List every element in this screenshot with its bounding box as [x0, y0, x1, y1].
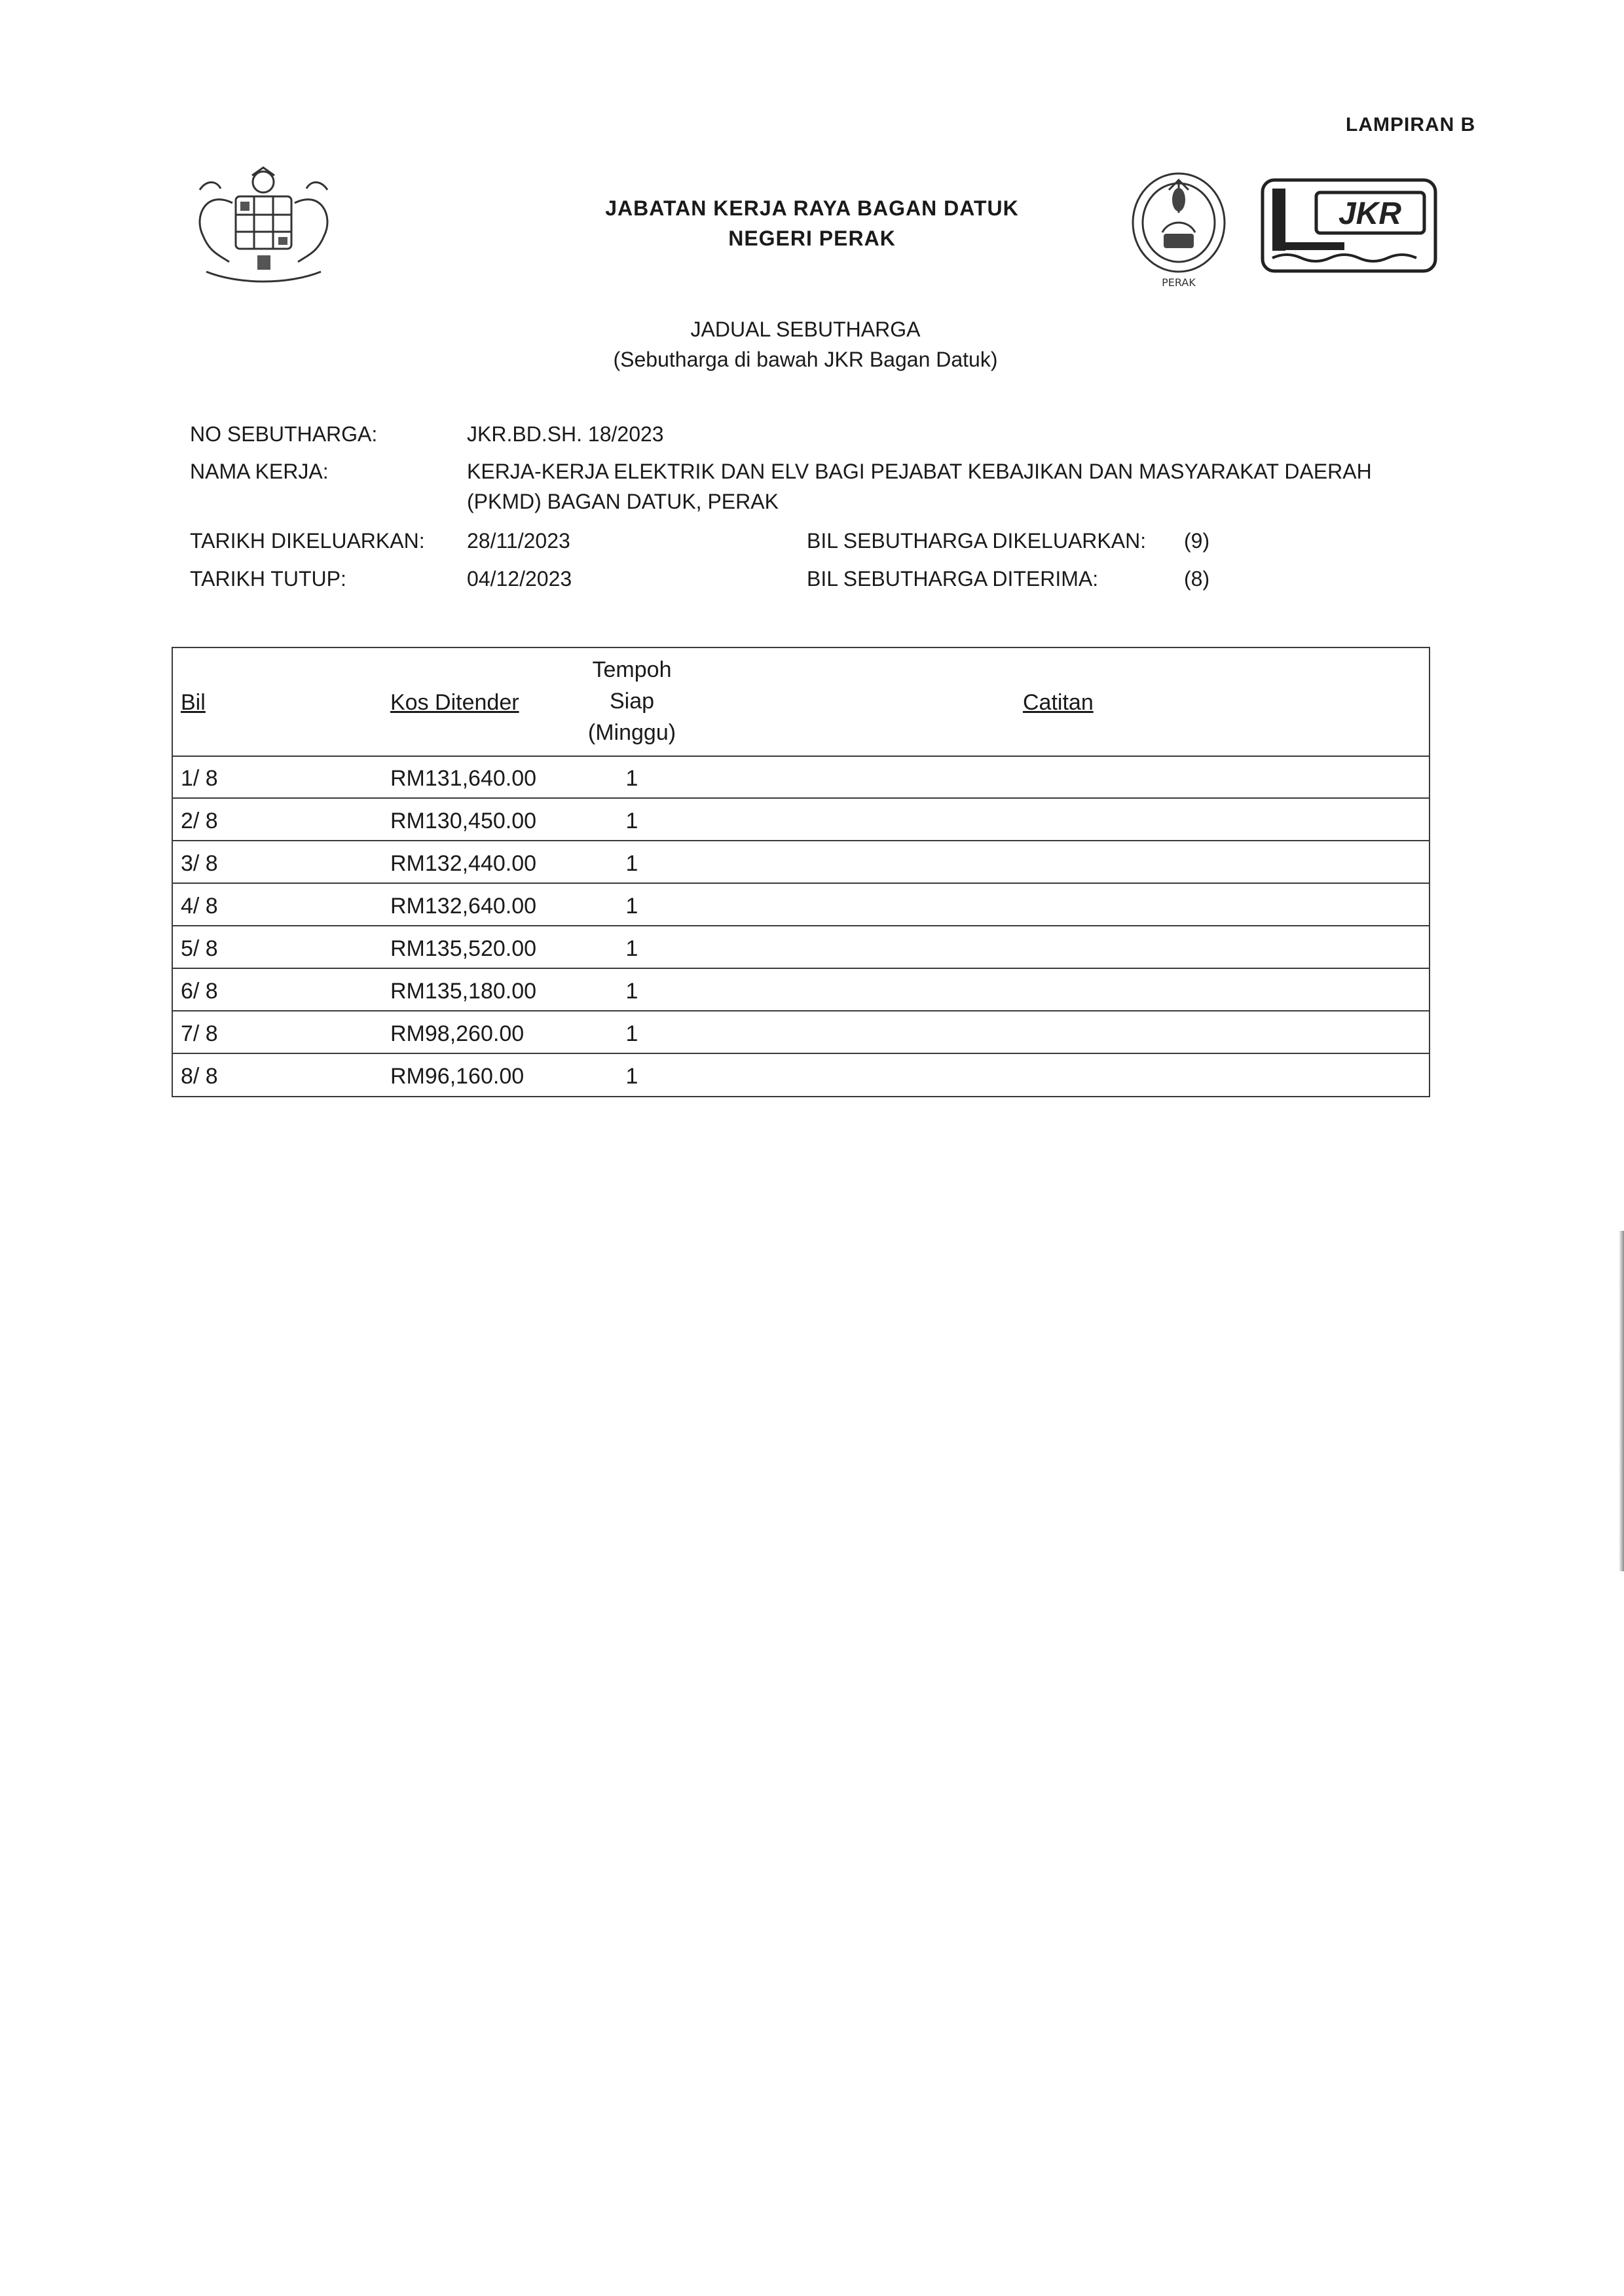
lampiran-label: LAMPIRAN B — [1346, 114, 1476, 136]
row-divider — [173, 1010, 1429, 1011]
header-tempoh-line3: (Minggu) — [587, 720, 676, 745]
row-bil: 4/ 8 — [181, 894, 218, 919]
row-divider — [173, 1053, 1429, 1054]
row-tempoh: 1 — [625, 979, 638, 1004]
row-tempoh: 1 — [625, 894, 638, 919]
row-tempoh: 1 — [625, 851, 638, 876]
row-divider — [173, 925, 1429, 926]
perak-emblem-icon — [1123, 160, 1234, 291]
tarikh-tutup-label: TARIKH TUTUP: — [190, 567, 346, 591]
header-kos: Kos Ditender — [390, 690, 519, 715]
row-divider — [173, 968, 1429, 969]
row-bil: 2/ 8 — [181, 809, 218, 833]
bil-dikeluarkan-value: (9) — [1184, 529, 1210, 553]
row-bil: 8/ 8 — [181, 1064, 218, 1089]
tarikh-dikeluarkan-label: TARIKH DIKELUARKAN: — [190, 529, 425, 553]
row-kos: RM131,640.00 — [390, 766, 537, 791]
department-title: JABATAN KERJA RAYA BAGAN DATUK — [605, 196, 1019, 220]
bil-diterima-value: (8) — [1184, 567, 1210, 591]
row-bil: 6/ 8 — [181, 979, 218, 1004]
bil-diterima-label: BIL SEBUTHARGA DITERIMA: — [807, 567, 1099, 591]
row-bil: 7/ 8 — [181, 1021, 218, 1046]
row-kos: RM132,440.00 — [390, 851, 537, 876]
row-bil: 1/ 8 — [181, 766, 218, 791]
row-tempoh: 1 — [625, 766, 638, 791]
document-subtitle: (Sebutharga di bawah JKR Bagan Datuk) — [613, 348, 998, 371]
row-bil: 3/ 8 — [181, 851, 218, 876]
tarikh-tutup-value: 04/12/2023 — [467, 567, 572, 591]
header-tempoh-line2: Siap — [609, 689, 655, 714]
row-kos: RM132,640.00 — [390, 894, 537, 919]
header-bil: Bil — [181, 690, 206, 715]
nama-kerja-value-line1: KERJA-KERJA ELEKTRIK DAN ELV BAGI PEJABAT KEBAJIKAN DAN MASYARAKAT DAERAH — [467, 460, 1372, 483]
header-catitan: Catitan — [1023, 690, 1094, 715]
perak-emblem-label: PERAK — [1162, 276, 1196, 289]
scan-edge-shadow — [1619, 1231, 1624, 1571]
jkr-logo-text: JKR — [1338, 196, 1402, 231]
row-kos: RM135,180.00 — [390, 979, 537, 1004]
row-divider — [173, 797, 1429, 799]
no-sebutharga-value: JKR.BD.SH. 18/2023 — [467, 422, 664, 446]
row-divider — [173, 883, 1429, 884]
row-kos: RM96,160.00 — [390, 1064, 525, 1089]
malaysia-coat-of-arms-icon — [180, 164, 347, 288]
row-kos: RM135,520.00 — [390, 936, 537, 961]
tarikh-dikeluarkan-value: 28/11/2023 — [467, 529, 570, 553]
no-sebutharga-label: NO SEBUTHARGA: — [190, 422, 378, 446]
row-tempoh: 1 — [625, 1064, 638, 1089]
row-kos: RM130,450.00 — [390, 809, 537, 833]
row-tempoh: 1 — [625, 936, 638, 961]
bil-dikeluarkan-label: BIL SEBUTHARGA DIKELUARKAN: — [807, 529, 1147, 553]
row-kos: RM98,260.00 — [390, 1021, 525, 1046]
nama-kerja-value-line2: (PKMD) BAGAN DATUK, PERAK — [467, 490, 779, 513]
tender-table — [172, 647, 1430, 1097]
row-divider — [173, 840, 1429, 841]
row-tempoh: 1 — [625, 809, 638, 833]
header-tempoh-line1: Tempoh — [592, 657, 672, 682]
row-tempoh: 1 — [625, 1021, 638, 1046]
header-divider — [173, 756, 1429, 757]
document-title: JADUAL SEBUTHARGA — [690, 318, 921, 341]
department-state: NEGERI PERAK — [728, 227, 896, 250]
row-bil: 5/ 8 — [181, 936, 218, 961]
jkr-logo-icon — [1261, 178, 1437, 273]
nama-kerja-label: NAMA KERJA: — [190, 460, 329, 483]
